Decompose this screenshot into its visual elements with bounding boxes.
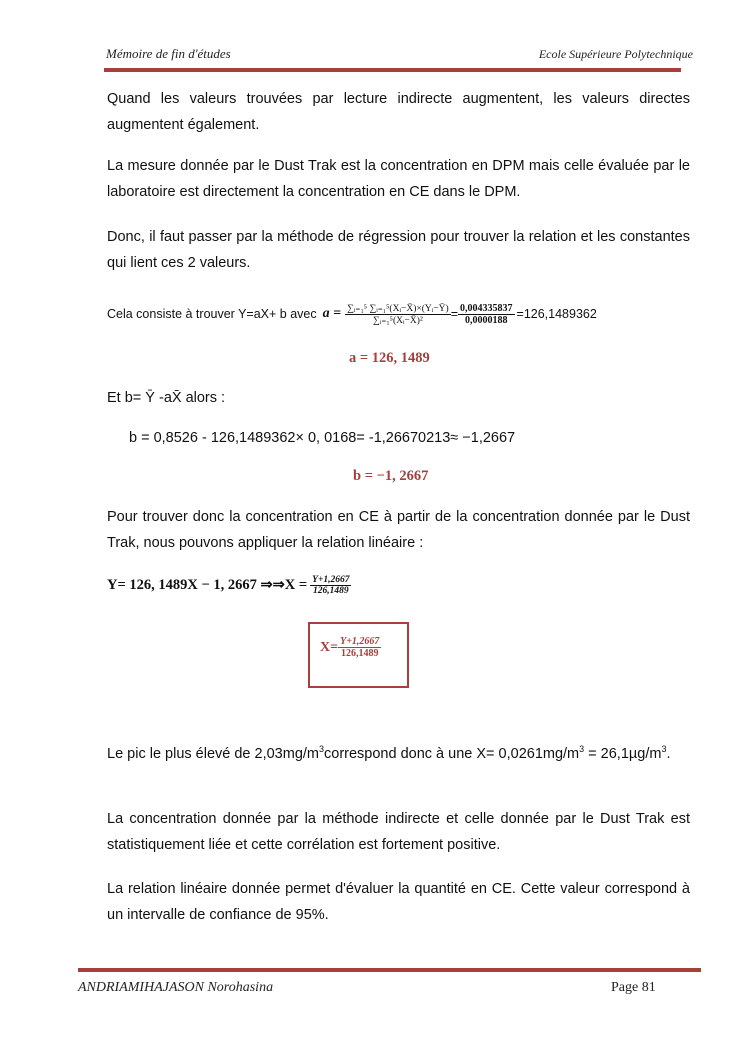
paragraph-linear-relation: Pour trouver donc la concentration en CE à partir de la concentration donnée par le Dust Trak, nous pouvons appliquer la relation linéaire :: [107, 509, 690, 551]
paragraph-correlation: La concentration donnée par la méthode indirecte et celle donnée par le Dust Trak est statistiquement liée et cette corrélation est fortement positive.: [107, 811, 690, 853]
formula-result: =126,1489362: [516, 307, 597, 321]
b-computation: b = 0,8526 - 126,1489362× 0, 0168= -1,26670213≈ −1,2667: [129, 430, 516, 446]
peak-sup-1: 3: [319, 744, 325, 754]
formula-intro: Cela consiste à trouver Y=aX+ b avec: [107, 307, 317, 321]
paragraph-peak: [107, 736, 690, 767]
boxed-formula: [320, 636, 381, 659]
formula-sum-fraction: [345, 303, 451, 326]
boxed-denominator: 126,1489: [341, 648, 379, 659]
formula-value-denominator: 0,0000188: [465, 314, 508, 326]
paragraph-2: La mesure donnée par le Dust Trak est la concentration en DPM mais celle évaluée par le laboratoire est directement la concentration en CE dans le DPM.: [107, 158, 690, 200]
peak-sup-2: 3: [579, 744, 585, 754]
paragraph-confidence: La relation linéaire donnée permet d'évaluer la quantité en CE. Cette valeur correspond à un intervalle de confiance de 95%.: [107, 881, 690, 923]
b-result: b = −1, 2667: [353, 468, 429, 484]
b-definition: Et b= Ȳ -aX̄ alors :: [107, 390, 226, 406]
a-result: a = 126, 1489: [349, 350, 430, 366]
formula-equals: =: [450, 307, 459, 321]
paragraph-1: Quand les valeurs trouvées par lecture indirecte augmentent, les valeurs directes augmentent également.: [107, 91, 690, 133]
peak-text-d: .: [666, 745, 671, 762]
formula-sum-numerator: ∑ᵢ₌₁⁵ ∑ᵢ₌₁⁵(Xᵢ−X̄)×(Yᵢ−Ȳ): [347, 303, 449, 314]
regression-formula-line: [107, 296, 597, 332]
boxed-fraction: [338, 636, 381, 659]
linear-equation: [107, 568, 351, 602]
equation-left: Y= 126, 1489X − 1, 2667 ⇒⇒X =: [107, 576, 308, 593]
equation-denominator: 126,1489: [313, 585, 349, 596]
formula-value-fraction: [458, 303, 515, 326]
peak-sup-3: 3: [661, 744, 667, 754]
peak-text-c: = 26,1µg/m: [584, 745, 662, 762]
header-title: Mémoire de fin d'études: [106, 46, 231, 61]
equation-fraction: [310, 575, 351, 596]
peak-text-b: correspond donc à une X= 0,0261mg/m: [324, 745, 580, 762]
boxed-x: X=: [320, 639, 339, 655]
peak-text-a: Le pic le plus élevé de 2,03mg/m: [107, 745, 319, 762]
footer-divider: [78, 968, 701, 972]
paragraph-3: Donc, il faut passer par la méthode de régression pour trouver la relation et les constantes qui lient ces 2 valeurs.: [107, 229, 690, 271]
formula-sum-denominator: ∑ᵢ₌₁⁵(Xᵢ−X̄)²: [373, 315, 423, 326]
formula-a-symbol: a =: [322, 306, 342, 321]
highlighted-formula-box: [308, 622, 409, 688]
footer-author: ANDRIAMIHAJASON Norohasina: [78, 980, 274, 995]
header-school: Ecole Supérieure Polytechnique: [538, 47, 693, 61]
equation-numerator: Y+1,2667: [312, 574, 350, 585]
boxed-numerator: Y+1,2667: [340, 636, 380, 647]
header-divider: [104, 68, 681, 72]
formula-value-numerator: 0,004335837: [460, 302, 513, 314]
page-number: Page 81: [611, 980, 656, 995]
